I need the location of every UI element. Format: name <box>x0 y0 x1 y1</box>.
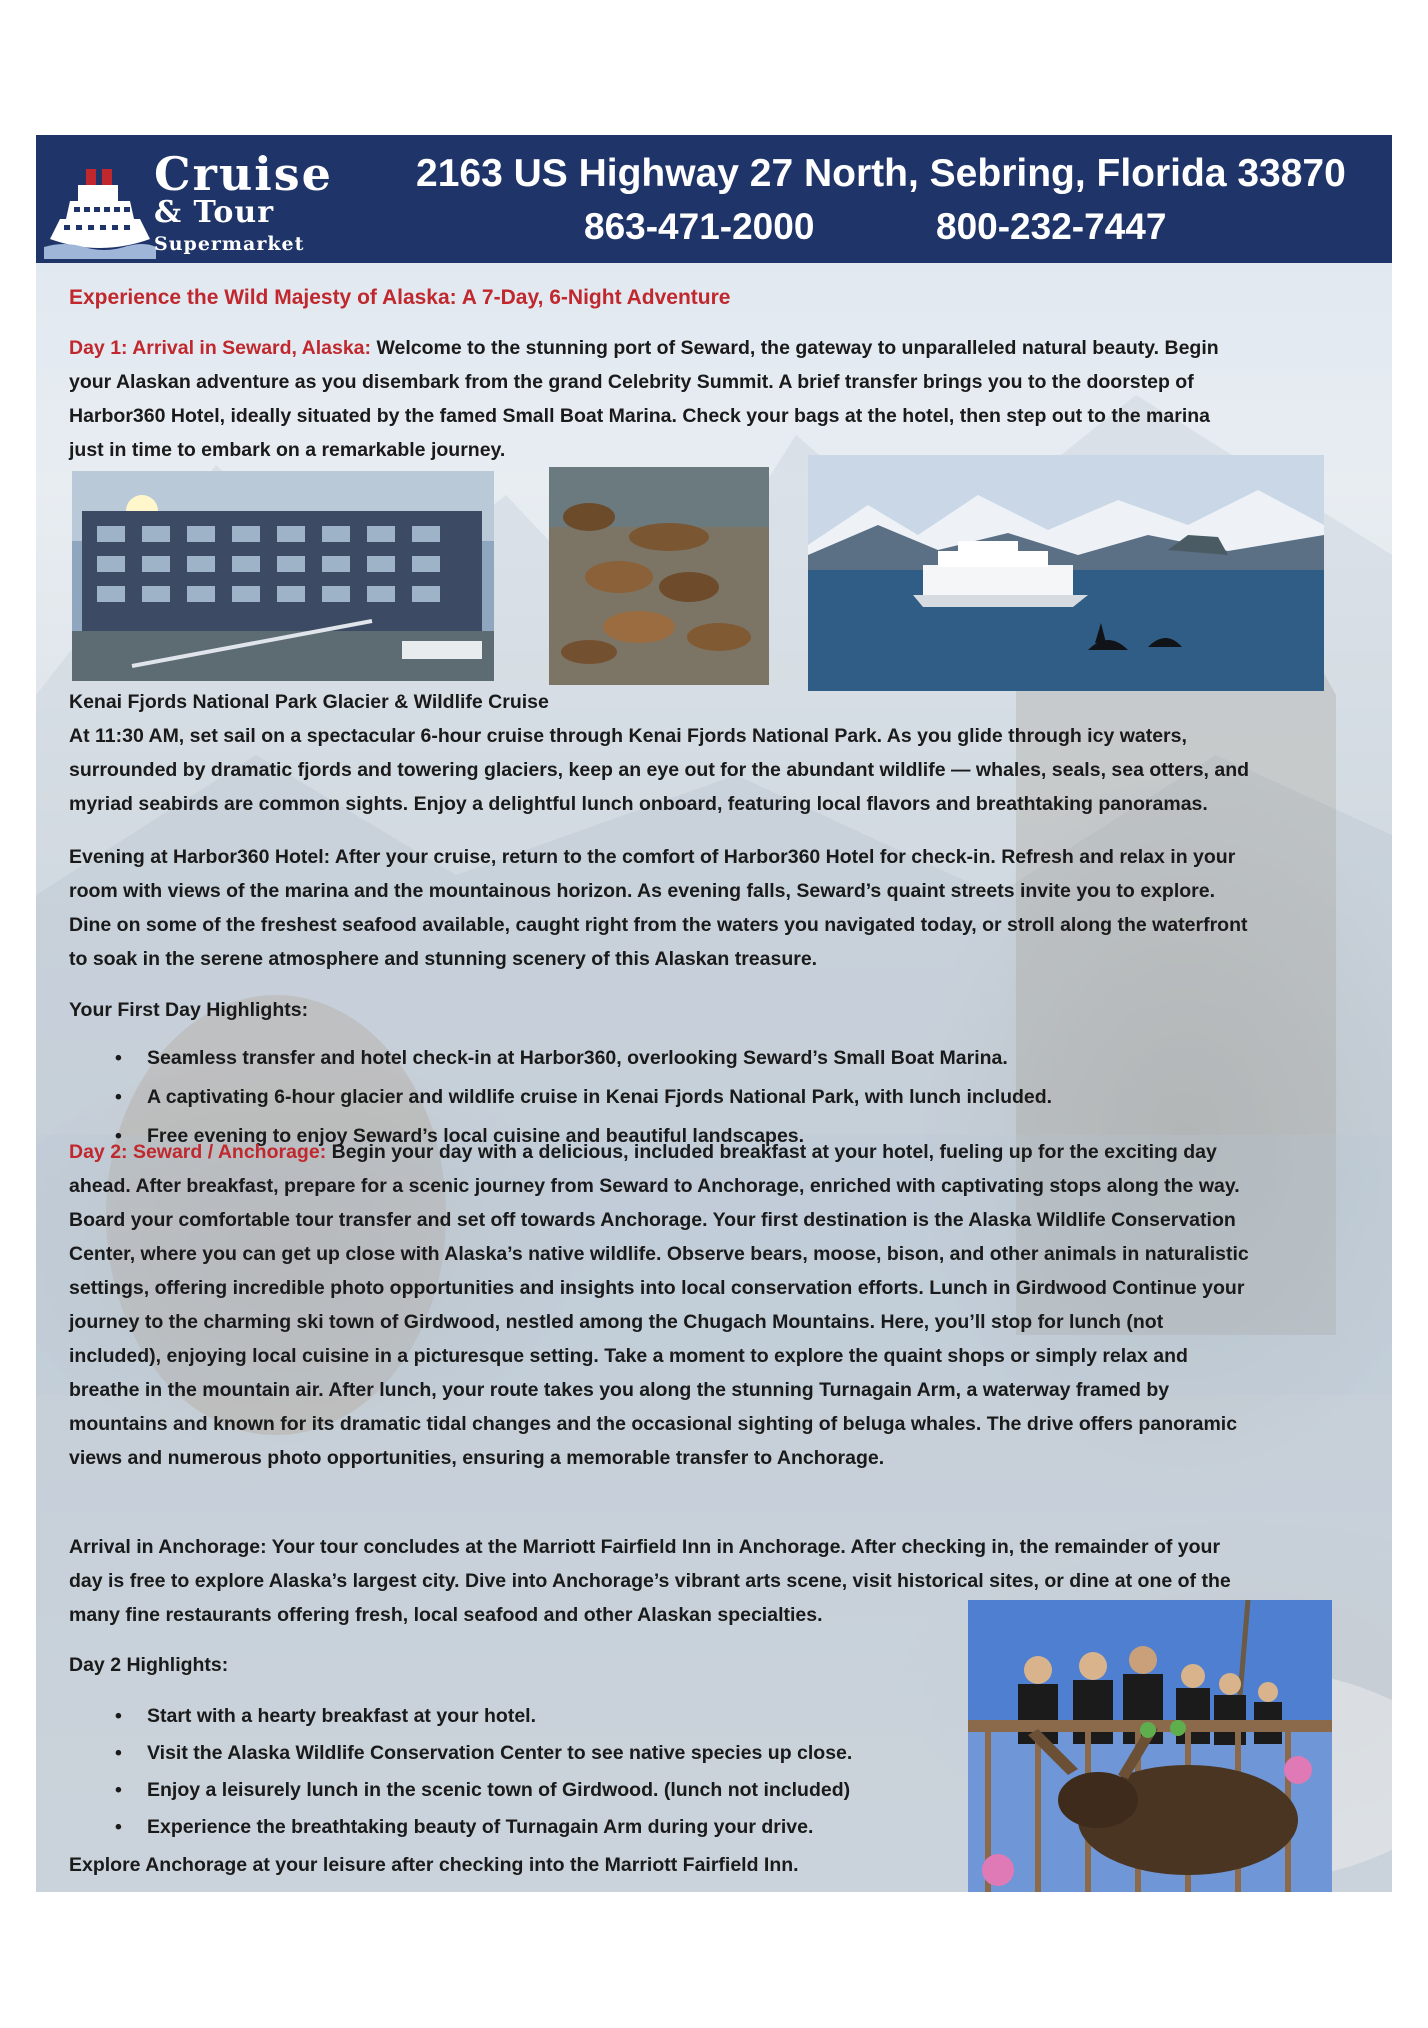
arrival-line-1: Arrival in Anchorage: Your tour concludes at the Marriott Fairfield Inn in Anchorage. After checking in, the remainder of your <box>69 1536 1221 1558</box>
arrival-line-2: day is free to explore Alaska’s largest city. Dive into Anchorage’s vibrant arts scene, visit historical sites, or dine at one of the <box>69 1570 1231 1592</box>
day2-line-4: Center, where you can get up close with Alaska’s native wildlife. Observe bears, moose, bison, and other animals in naturalistic <box>69 1243 1249 1265</box>
day2-line-5: settings, offering incredible photo opportunities and insights into local conservation efforts. Lunch in Girdwood Continue your <box>69 1277 1245 1299</box>
day2-highlights <box>69 1698 969 1846</box>
day1-line-4: just in time to embark on a remarkable journey. <box>69 439 506 461</box>
day1-cruise-section <box>69 685 1369 821</box>
day2-closing: Explore Anchorage at your leisure after checking into the Marriott Fairfield Inn. <box>69 1854 799 1876</box>
day1-line-1: Welcome to the stunning port of Seward, the gateway to unparalleled natural beauty. Begin <box>376 337 1219 359</box>
day2-heading: Day 2: Seward / Anchorage: <box>69 1141 327 1163</box>
list-item: • A captivating 6-hour glacier and wildlife cruise in Kenai Fjords National Park, with lunch included. <box>115 1086 1053 1108</box>
day2-line-1: Begin your day with a delicious, included breakfast at your hotel, fueling up for the exciting day <box>331 1141 1217 1163</box>
evening-line-3: Dine on some of the freshest seafood available, caught right from the waters you navigated today, or stroll along the waterfront <box>69 914 1248 936</box>
evening-line-2: room with views of the marina and the mountainous horizon. As evening falls, Seward’s quaint streets invite you to explore. <box>69 880 1216 902</box>
evening-line-1: Evening at Harbor360 Hotel: After your cruise, return to the comfort of Harbor360 Hotel for check-in. Refresh and relax in your <box>69 846 1236 868</box>
list-item: • Start with a hearty breakfast at your hotel. <box>115 1705 537 1727</box>
day2-line-9: mountains and known for its dramatic tidal changes and the occasional sighting of beluga whales. The drive offers panoramic <box>69 1413 1238 1435</box>
day1-evening <box>69 840 1389 976</box>
cruise-heading: Kenai Fjords National Park Glacier & Wildlife Cruise <box>69 691 549 713</box>
day1-heading: Day 1: Arrival in Seward, Alaska: <box>69 337 372 359</box>
cruise-line-2: surrounded by dramatic fjords and towering glaciers, keep an eye out for the abundant wildlife — whales, seals, sea otters, and <box>69 759 1250 781</box>
evening-line-4: to soak in the serene atmosphere and stunning scenery of this Alaskan treasure. <box>69 948 818 970</box>
day2-line-10: views and numerous photo opportunities, ensuring a memorable transfer to Anchorage. <box>69 1447 885 1469</box>
cruise-boat-photo <box>808 455 1324 691</box>
header-phone-tollfree: 800-232-7447 <box>936 206 1167 247</box>
header-phone-local: 863-471-2000 <box>584 206 815 247</box>
sea-lions-photo <box>549 467 769 685</box>
day1-highlights-label: Your First Day Highlights: <box>69 999 309 1021</box>
group-moose-photo <box>968 1600 1332 1892</box>
cruise-line-3: myriad seabirds are common sights. Enjoy a delightful lunch onboard, featuring local flavors and breathtaking panoramas. <box>69 793 1208 815</box>
flyer-page <box>36 135 1392 1892</box>
company-logo <box>44 141 354 259</box>
header-banner <box>36 135 1392 263</box>
list-item: • Visit the Alaska Wildlife Conservation Center to see native species up close. <box>115 1742 853 1764</box>
day2-intro <box>69 1135 1389 1475</box>
list-item: • Experience the breathtaking beauty of Turnagain Arm during your drive. <box>115 1816 814 1838</box>
list-item: • Enjoy a leisurely lunch in the scenic town of Girdwood. (lunch not included) <box>115 1779 851 1801</box>
logo-supermarket-text: Supermarket <box>154 233 305 255</box>
day1-intro <box>69 331 1369 467</box>
day2-highlights-label: Day 2 Highlights: <box>69 1654 229 1676</box>
list-item: • Seamless transfer and hotel check-in at Harbor360, overlooking Seward’s Small Boat Marina. <box>115 1047 1008 1069</box>
hotel-photo <box>72 471 494 681</box>
day1-line-3: Harbor360 Hotel, ideally situated by the famed Small Boat Marina. Check your bags at the hotel, then step out to the marina <box>69 405 1210 427</box>
arrival-line-3: many fine restaurants offering fresh, local seafood and other Alaskan specialties. <box>69 1604 823 1626</box>
day2-line-7: included), enjoying local cuisine in a picturesque setting. Take a moment to explore the quaint shops or simply relax and <box>69 1345 1188 1367</box>
day1-line-2: your Alaskan adventure as you disembark from the grand Celebrity Summit. A brief transfer brings you to the doorstep of <box>69 371 1194 393</box>
day2-line-8: breathe in the mountain air. After lunch, your route takes you along the stunning Turnagain Arm, a waterway framed by <box>69 1379 1170 1401</box>
day2-line-2: ahead. After breakfast, prepare for a scenic journey from Seward to Anchorage, enriched with captivating stops along the way. <box>69 1175 1240 1197</box>
cruise-line-1: At 11:30 AM, set sail on a spectacular 6-hour cruise through Kenai Fjords National Park. As you glide through icy waters, <box>69 725 1187 747</box>
logo-cruise-text: Cruise <box>154 147 333 201</box>
header-address: 2163 US Highway 27 North, Sebring, Florida 33870 <box>416 152 1346 195</box>
logo-tour-text: & Tour <box>154 195 275 230</box>
page-title: Experience the Wild Majesty of Alaska: A 7-Day, 6-Night Adventure <box>69 286 731 309</box>
cruise-ship-icon <box>44 147 156 259</box>
day2-line-3: Board your comfortable tour transfer and set off towards Anchorage. Your first destination is the Alaska Wildlife Conservation <box>69 1209 1236 1231</box>
list-item: • Free evening to enjoy Seward’s local cuisine and beautiful landscapes. <box>115 1125 805 1147</box>
day2-line-6: journey to the charming ski town of Girdwood, nestled among the Chugach Mountains. Here, you’ll stop for lunch (not <box>69 1311 1164 1333</box>
